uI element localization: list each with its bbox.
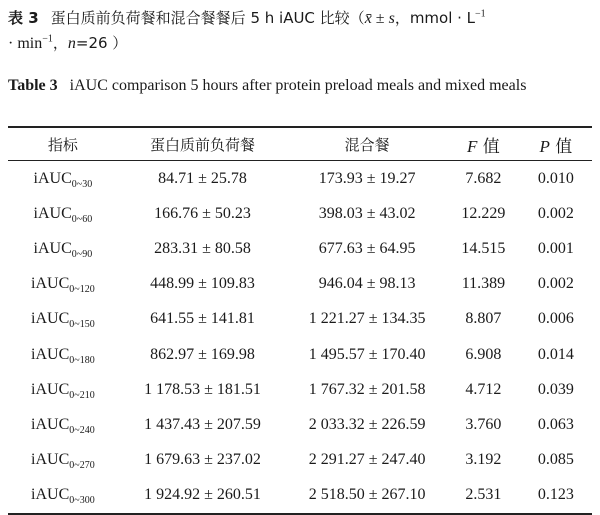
cell-f-value: 8.807 [465, 310, 502, 328]
cell-protein-preload: 641.55 ± 141.81 [150, 310, 255, 328]
header-f-value: F 值 [447, 127, 520, 161]
cell-protein-preload: 283.31 ± 80.58 [154, 239, 251, 257]
cell-mixed-meal: 2 518.50 ± 267.10 [287, 478, 447, 514]
cell-mixed-meal: 2 033.32 ± 226.59 [308, 415, 426, 433]
cell-protein-preload: 1 437.43 ± 207.59 [144, 415, 261, 433]
cell-protein-preload: 84.71 ± 25.78 [158, 169, 247, 187]
table-row [8, 443, 592, 478]
caption-en-text: iAUC comparison 5 hours after protein preload meals and mixed meals [69, 77, 527, 94]
cell-f-value: 7.682 [465, 169, 502, 187]
cell-p-value: 0.002 [537, 204, 574, 222]
cell-indicator: iAUC$_{0\sim 240}$ [31, 415, 95, 437]
caption-cn-pm: ± [371, 10, 389, 27]
cell-mixed-meal: 1 221.27 ± 134.35 [308, 310, 426, 328]
header-p-value: P 值 [520, 127, 592, 161]
cell-mixed-meal: 677.63 ± 64.95 [318, 239, 416, 257]
cell-f-value: 4.712 [465, 380, 502, 398]
caption-cn-n-sep: ， [52, 34, 68, 52]
cell-indicator: iAUC$_{0\sim 210}$ [31, 380, 95, 401]
cell-indicator: iAUC$_{0\sim 150}$ [31, 310, 95, 331]
cell-p-value: 0.085 [537, 451, 574, 469]
cell-f-value: 2.531 [447, 478, 520, 514]
caption-cn-unit: ，mmol · L [394, 9, 476, 27]
cell-protein-preload: 448.99 ± 109.83 [150, 275, 255, 293]
cell-mixed-meal: 398.03 ± 43.02 [318, 204, 416, 222]
cell-protein-preload: 1 924.92 ± 260.51 [118, 478, 287, 514]
cell-indicator: iAUC$_{0\sim 60}$ [33, 204, 93, 225]
table-header-row [8, 127, 592, 161]
caption-chinese [8, 6, 592, 56]
cell-f-value: 6.908 [465, 345, 502, 363]
cell-protein-preload: 1 679.63 ± 237.02 [144, 451, 261, 469]
table-row [8, 196, 592, 231]
header-protein-preload: 蛋白质前负荷餐 [118, 127, 287, 161]
data-table [8, 126, 592, 515]
cell-p-value: 0.063 [537, 415, 574, 433]
caption-english [8, 74, 592, 98]
caption-cn-n-val: =26 ） [75, 34, 128, 52]
cell-indicator: iAUC$_{0\sim 270}$ [31, 451, 95, 472]
cell-p-value: 0.123 [520, 478, 592, 514]
caption-cn-unit-exp2: −1 [42, 33, 53, 45]
caption-cn-line2: · min [8, 35, 43, 52]
table-row [8, 337, 592, 372]
cell-protein-preload: 862.97 ± 169.98 [150, 345, 255, 363]
cell-f-value: 14.515 [461, 239, 506, 257]
caption-cn-n-var: n [67, 35, 76, 52]
cell-indicator: iAUC$_{0\sim 90}$ [33, 239, 93, 261]
table-row [8, 372, 592, 407]
cell-p-value: 0.014 [537, 345, 574, 363]
cell-mixed-meal: 2 291.27 ± 247.40 [308, 451, 426, 469]
caption-cn-text: 蛋白质前负荷餐和混合餐餐后 5 h iAUC 比较（ [50, 9, 365, 27]
header-indicator: 指标 [8, 127, 118, 161]
table-row [8, 302, 592, 337]
cell-mixed-meal: 1 767.32 ± 201.58 [308, 380, 426, 398]
cell-p-value: 0.039 [537, 380, 574, 398]
cell-protein-preload: 166.76 ± 50.23 [154, 204, 251, 222]
cell-p-value: 0.001 [537, 239, 574, 257]
cell-f-value: 11.389 [461, 275, 506, 293]
table-row [8, 267, 592, 302]
cell-protein-preload: 1 178.53 ± 181.51 [144, 380, 261, 398]
header-mixed-meal: 混合餐 [287, 127, 447, 161]
table-row [8, 478, 592, 514]
caption-en-label: Table 3 [8, 77, 58, 94]
cell-f-value: 3.760 [465, 415, 502, 433]
cell-mixed-meal: 173.93 ± 19.27 [318, 169, 416, 187]
cell-p-value: 0.006 [537, 310, 574, 328]
table-row [8, 407, 592, 442]
cell-f-value: 3.192 [465, 451, 502, 469]
cell-mixed-meal: 946.04 ± 98.13 [318, 275, 416, 293]
cell-indicator: iAUC$_{0\sim 120}$ [31, 275, 95, 296]
cell-f-value: 12.229 [461, 204, 506, 222]
cell-p-value: 0.002 [537, 275, 574, 293]
table-row [8, 161, 592, 197]
cell-indicator: iAUC$_{0\sim 180}$ [31, 345, 95, 366]
caption-cn-mean-symbol: x̄ [364, 10, 372, 27]
cell-indicator: iAUC$_{0\sim 30}$ [33, 169, 93, 190]
cell-p-value: 0.010 [537, 169, 574, 187]
cell-indicator: iAUC$_{0\sim 300}$ [8, 478, 118, 514]
caption-cn-sd-symbol: s [388, 10, 395, 27]
caption-cn-label: 表 3 [8, 9, 39, 27]
table-row [8, 231, 592, 266]
cell-mixed-meal: 1 495.57 ± 170.40 [308, 345, 426, 363]
caption-cn-unit-exp1: −1 [475, 8, 486, 20]
